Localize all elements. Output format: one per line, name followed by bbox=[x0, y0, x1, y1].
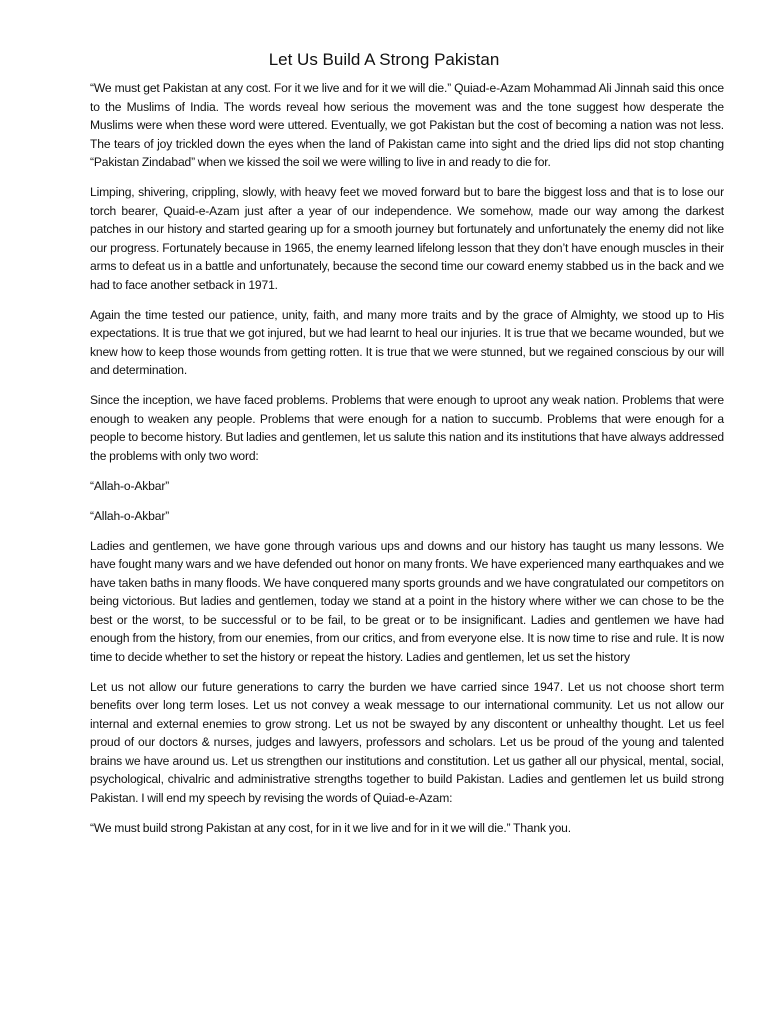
paragraph-patience-unity: Again the time tested our patience, unity, faith, and many more traits and by the grace of Almighty, we stood up to His expectations. It is true that we got injured, but we had learnt to heal our injuries. It is true that we became wounded, but we knew how to keep those wounds from getting rotten. It is true that we were stunned, but we regained conscious by our will and determination. bbox=[90, 307, 724, 377]
paragraph-closing-quote: “We must build strong Pakistan at any cost, for in it we live and for in it we will die.” Thank you. bbox=[90, 820, 571, 835]
paragraph-history-struggle: Limping, shivering, crippling, slowly, with heavy feet we moved forward but to bare the biggest loss and that is to lose our torch bearer, Quaid-e-Azam just after a year of our independence. We somehow, made our way among the darkest patches in our history and started gearing up for a smooth journey but fortunately and unfortunately the enemy did not like our progress. Fortunately because in 1965, the enemy learned lifelong lesson that they don’t have enough muscles in their arms to defeat us in a battle and unfortunately, because the second time our coward enemy stabbed us in the back and we had to face another setback in 1971. bbox=[90, 185, 724, 292]
paragraph-ups-and-downs: Ladies and gentlemen, we have gone through various ups and downs and our history has taught us many lessons. We have fought many wars and we have defended out honor on many fronts. We have experienced many earthquakes and we have taken baths in many floods. We have conquered many sports grounds and we have congratulated our competitors on being victorious. But ladies and gentlemen, today we stand at a point in the history where wither we can chose to be the best or the worst, to be successful or to be fail, to be great or to be insignificant. Ladies and gentlemen we have had enough from the history, from our enemies, from our critics, and from everyone else. It is now time to rise and rule. It is now time to decide whether to set the history or repeat the history. Ladies and gentlemen, let us set the history bbox=[90, 538, 724, 664]
document-title: Let Us Build A Strong Pakistan bbox=[268, 50, 500, 69]
paragraph-opening-quote: “We must get Pakistan at any cost. For it we live and for it we will die.” Quiad-e-Azam Mohammad Ali Jinnah said this once to the Muslims of India. The words reveal how serious the movement was and the tone suggest how desperate the Muslims were when these word were uttered. Eventually, we got Pakistan but the cost of becoming a nation was not less. The tears of joy trickled down the eyes when the land of Pakistan came into sight and the dried lips did not stop chanting “Pakistan Zindabad” when we kissed the soil we were willing to live in and ready to die for. bbox=[90, 81, 724, 169]
document-body bbox=[90, 79, 724, 849]
paragraph-future-generations: Let us not allow our future generations to carry the burden we have carried since 1947. Let us not choose short term benefits over long term loses. Let us not convey a weak message to our international community. Let us not allow our internal and external enemies to grow strong. Let us not be swayed by any discontent or unhealthy thought. Let us feel proud of our doctors & nurses, judges and lawyers, professors and scholars. Let us be proud of the young and talented brains we have around us. Let us strengthen our institutions and constitution. Let us gather all our physical, mental, social, psychological, chivalric and administrative strengths together to build Pakistan. Ladies and gentlemen let us build strong Pakistan. I will end my speech by revising the words of Quiad-e-Azam: bbox=[90, 679, 724, 805]
paragraph-problems-faced: Since the inception, we have faced problems. Problems that were enough to uproot any weak nation. Problems that were enough to weaken any people. Problems that were enough for a nation to succumb. Problems that were enough for a people to become history. But ladies and gentlemen, let us salute this nation and its institutions that have always addressed the problems with only two word: bbox=[90, 393, 724, 463]
paragraph-allah-o-akbar-2: “Allah-o-Akbar” bbox=[90, 508, 170, 523]
paragraph-allah-o-akbar-1: “Allah-o-Akbar” bbox=[90, 478, 170, 493]
